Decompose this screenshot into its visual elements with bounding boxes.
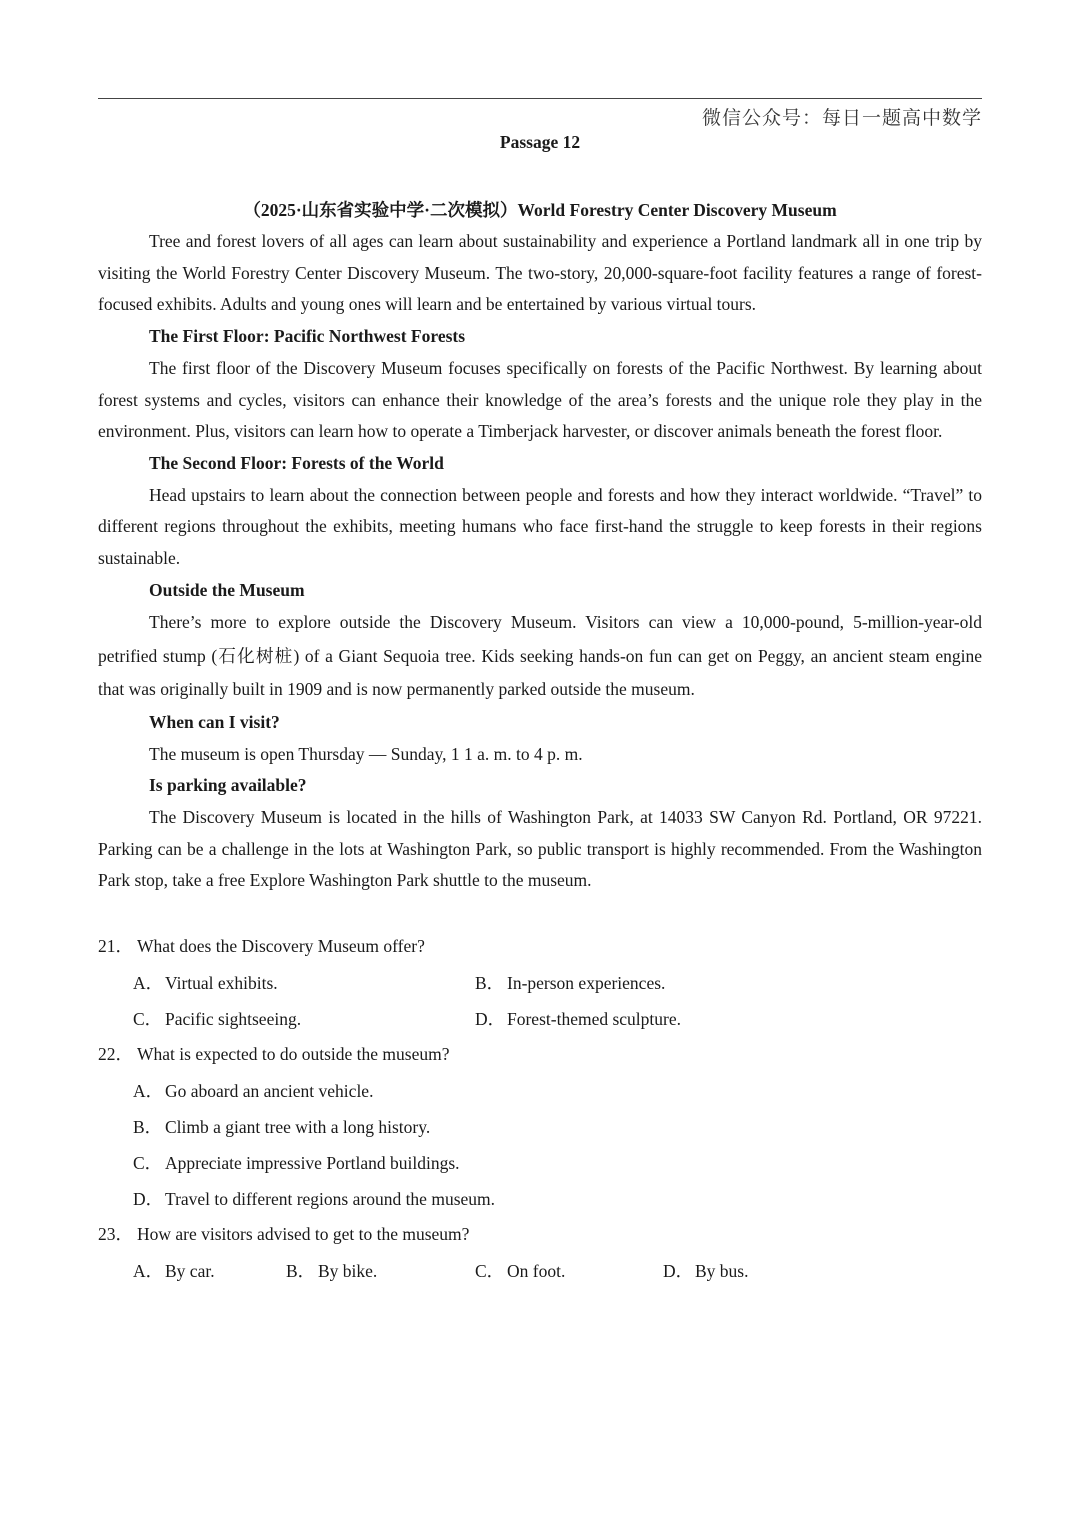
question-number: 21． — [98, 936, 133, 956]
option-b[interactable]: B． Climb a giant tree with a long history. — [133, 1117, 431, 1137]
option-a[interactable]: A． Go aboard an ancient vehicle. — [133, 1081, 374, 1101]
header-rule — [98, 98, 982, 99]
option-b[interactable]: B． By bike. — [286, 1261, 378, 1281]
passage-title: Passage 12 — [499, 132, 581, 152]
question-text: How are visitors advised to get to the museum? — [137, 1224, 470, 1244]
passage-subtitle: （2025·山东省实验中学·二次模拟）World Forestry Center Discovery Museum — [243, 200, 837, 220]
question-number: 23． — [98, 1224, 133, 1244]
section-text-parking: The Discovery Museum is located in the hills of Washington Park, at 14033 SW Canyon Rd. Portland, OR 97221. Parking can be a challenge in the lots at Washington Park, so public transport is highly recommended. From the Washington Park stop, take a free Explore Washington Park shuttle to the museum. — [98, 807, 982, 891]
question-stem — [98, 929, 982, 965]
option-b[interactable]: B． In-person experiences. — [475, 973, 666, 993]
question-stem — [98, 1217, 982, 1253]
options-row — [98, 1181, 982, 1217]
options-row — [98, 965, 982, 1001]
question-text: What is expected to do outside the museum? — [137, 1044, 450, 1064]
options-row — [98, 1145, 982, 1181]
question-22 — [98, 1037, 982, 1217]
options-row — [98, 1109, 982, 1145]
option-a[interactable]: A． By car. — [133, 1261, 215, 1281]
options-row — [98, 1073, 982, 1109]
questions-section — [98, 929, 982, 1289]
option-c[interactable]: C． Pacific sightseeing. — [133, 1009, 302, 1029]
section-text-outside: There’s more to explore outside the Discovery Museum. Visitors can view a 10,000-pound, 5-million-year-old petrified stump (石化树桩) of a Giant Sequoia tree. Kids seeking hands-on fun can get on Peggy, an ancient steam engine that was originally built in 1909 and is now permanently parked outside the museum. — [98, 612, 982, 700]
options-row — [98, 1253, 982, 1289]
intro-paragraph: Tree and forest lovers of all ages can learn about sustainability and experience a Portland landmark all in one trip by visiting the World Forestry Center Discovery Museum. The two-story, 20,000-square-foot facility features a range of forest-focused exhibits. Adults and young ones will learn and be entertained by various virtual tours. — [98, 231, 982, 315]
passage-body — [98, 226, 982, 897]
section-heading-when-visit: When can I visit? — [149, 711, 280, 732]
question-text: What does the Discovery Museum offer? — [137, 936, 425, 956]
section-text-first-floor: The first floor of the Discovery Museum focuses specifically on forests of the Pacific Northwest. By learning about forest systems and cycles, visitors can enhance their knowledge of the area’s forests and the unique role they play in the environment. Plus, visitors can learn how to operate a Timberjack harvester, or discover animals beneath the forest floor. — [98, 357, 982, 442]
section-text-when-visit: The museum is open Thursday — Sunday, 1 1 a. m. to 4 p. m. — [149, 743, 583, 764]
option-d[interactable]: D． Travel to different regions around the museum. — [133, 1189, 496, 1209]
option-a[interactable]: A． Virtual exhibits. — [133, 973, 278, 993]
option-d[interactable]: D． By bus. — [663, 1261, 749, 1281]
section-heading-outside: Outside the Museum — [149, 579, 305, 600]
option-c[interactable]: C． On foot. — [475, 1261, 566, 1281]
options-row — [98, 1001, 982, 1037]
question-number: 22． — [98, 1044, 133, 1064]
option-d[interactable]: D． Forest-themed sculpture. — [475, 1009, 681, 1029]
option-c[interactable]: C． Appreciate impressive Portland buildings. — [133, 1153, 460, 1173]
question-stem — [98, 1037, 982, 1073]
section-text-second-floor: Head upstairs to learn about the connection between people and forests and how they interact worldwide. “Travel” to different regions throughout the exhibits, meeting humans who face first-hand the struggle to keep forests in their regions sustainable. — [98, 484, 982, 569]
section-heading-second-floor: The Second Floor: Forests of the World — [149, 452, 444, 473]
section-heading-parking: Is parking available? — [149, 775, 307, 796]
question-21 — [98, 929, 982, 1037]
header-note: 微信公众号：每日一题高中数学 — [701, 107, 982, 129]
section-heading-first-floor: The First Floor: Pacific Northwest Forests — [149, 326, 466, 347]
question-23 — [98, 1217, 982, 1289]
